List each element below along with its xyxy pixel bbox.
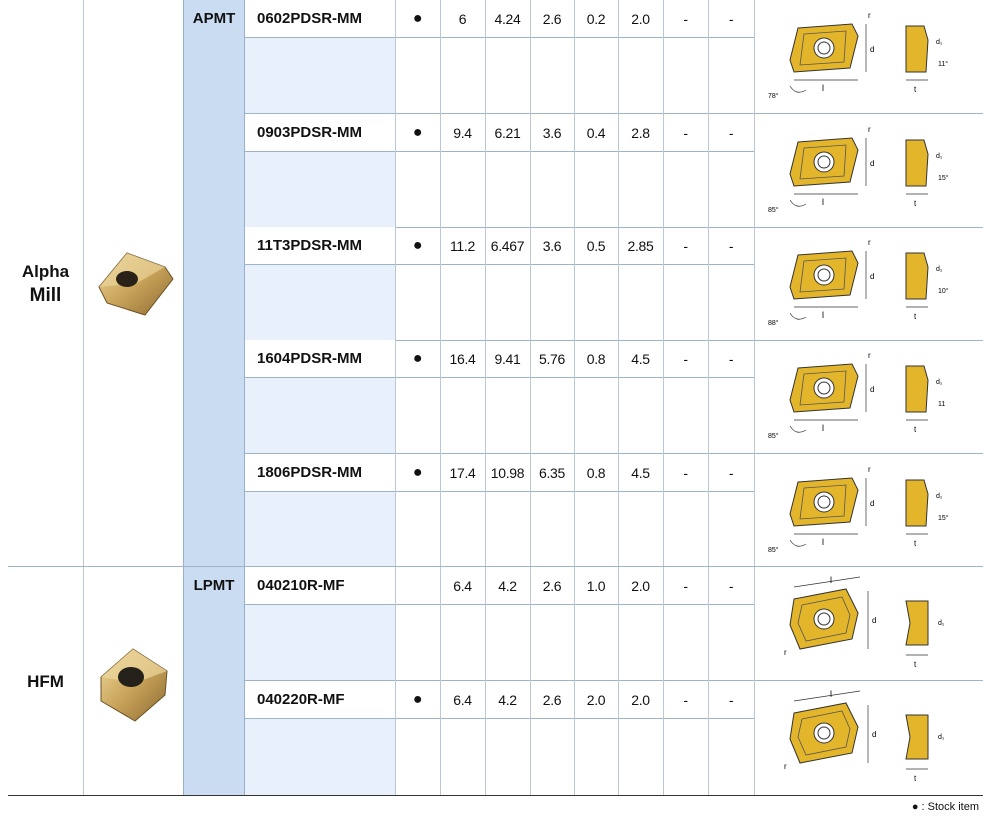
svg-text:t: t [914,539,917,548]
svg-text:r: r [868,351,871,360]
svg-text:10°: 10° [938,288,949,295]
stock-indicator: ● [412,349,423,367]
spec-value: 2.6 [542,691,562,708]
insert-code: 040210R-MF [245,567,395,604]
svg-text:85°: 85° [768,547,779,554]
spec-value: 4.2 [498,577,517,594]
stock-indicator: ● [412,123,423,141]
svg-text:78°: 78° [768,93,779,100]
insert-drawing [760,460,975,560]
insert-code: 1604PDSR-MM [245,340,395,377]
svg-text:d₁: d₁ [938,734,945,741]
spec-value: - [683,691,688,708]
svg-text:d: d [870,385,875,394]
spec-value: - [683,124,688,141]
insert-code: 1806PDSR-MM [245,454,395,491]
spec-value: - [728,691,734,708]
svg-text:d₁: d₁ [936,266,943,273]
insert-code: 040220R-MF [245,681,395,718]
svg-text:11: 11 [938,401,946,408]
series-name [8,0,83,567]
legend-dot: ● [911,801,919,813]
spec-value: 6.4 [453,577,472,594]
svg-text:l: l [822,423,824,433]
spec-value: 11.2 [449,237,475,254]
series-name [8,567,83,796]
insert-type-column [183,0,245,567]
spec-value: 2.0 [586,691,606,708]
spec-value: - [728,124,734,141]
spec-value: 10.98 [490,464,525,481]
spec-value: - [683,350,688,367]
svg-text:t: t [914,199,917,208]
svg-text:l: l [822,537,824,547]
spec-value: 1.0 [586,577,606,594]
svg-text:15°: 15° [938,175,949,182]
svg-text:88°: 88° [768,320,779,327]
series-name-line1: HFM [27,671,64,691]
spec-value: 6.467 [490,237,525,254]
spec-value: 6.21 [494,124,521,141]
spec-value: - [728,10,734,27]
spec-value: - [728,577,734,594]
svg-text:d: d [870,159,875,168]
spec-value: 9.41 [494,350,521,367]
svg-text:l: l [830,575,832,585]
spec-value: 6.4 [453,691,472,708]
spec-value: 2.0 [631,691,650,708]
insert-drawing [760,6,975,106]
svg-text:d: d [872,730,877,739]
spec-value: 2.6 [542,577,562,594]
svg-text:l: l [822,197,824,207]
svg-text:t: t [914,312,917,321]
legend-text: : Stock item [921,801,979,813]
insert-code-blank [245,151,395,228]
spec-value: 4.24 [494,10,521,27]
spec-value: 3.6 [542,237,562,254]
spec-value: - [728,464,734,481]
insert-code-blank [245,604,395,681]
spec-value: 2.0 [631,10,650,27]
insert-code: 11T3PDSR-MM [245,227,395,264]
insert-photo [83,0,183,567]
stock-indicator: ● [412,690,423,708]
insert-drawing [760,233,975,333]
spec-value: - [683,577,688,594]
insert-code-blank [245,718,395,795]
svg-text:d: d [870,45,875,54]
spec-value: 16.4 [449,350,476,367]
stock-legend [912,801,979,813]
svg-text:r: r [868,238,871,247]
svg-text:d₁: d₁ [936,379,943,386]
insert-code: 0903PDSR-MM [245,114,395,151]
stock-indicator: ● [412,463,423,481]
svg-text:15°: 15° [938,515,949,522]
spec-value: 2.6 [542,10,562,27]
svg-text:d: d [870,499,875,508]
spec-value: 4.2 [498,691,517,708]
svg-text:d₁: d₁ [938,620,945,627]
spec-value: - [683,464,688,481]
spec-value: 6.35 [538,464,566,481]
insert-drawing [760,687,975,787]
spec-value: 0.2 [586,10,606,27]
svg-text:t: t [914,85,917,94]
insert-drawing [760,573,975,673]
stock-indicator [395,567,440,604]
svg-text:d: d [872,616,877,625]
insert-code: 0602PDSR-MM [245,0,395,37]
insert-type-column [183,567,245,796]
spec-value: 0.5 [586,237,606,254]
svg-text:l: l [822,83,824,93]
series-name-line2: Mill [29,284,62,306]
insert-code-blank [245,264,395,341]
insert-code-blank [245,491,395,568]
spec-value: 2.8 [631,124,650,141]
spec-value: 9.4 [453,124,472,141]
spec-value: 2.0 [631,577,650,594]
svg-text:11°: 11° [938,61,949,68]
spec-value: 0.4 [586,124,606,141]
spec-value: 4.5 [631,350,650,367]
svg-text:l: l [822,310,824,320]
insert-code-blank [245,377,395,454]
spec-value: 3.6 [542,124,562,141]
svg-text:85°: 85° [768,433,779,440]
spec-value: - [683,237,688,254]
spec-value: 4.5 [631,464,650,481]
svg-text:d: d [870,272,875,281]
spec-value: 0.8 [586,350,606,367]
spec-value: - [728,350,734,367]
insert-drawing [760,120,975,220]
svg-text:r: r [784,648,787,657]
insert-code-blank [245,37,395,114]
svg-text:t: t [914,774,917,783]
spec-value: 5.76 [538,350,566,367]
svg-text:r: r [868,11,871,20]
spec-value: - [683,10,688,27]
spec-value: 2.85 [627,237,654,254]
svg-text:d₁: d₁ [936,39,943,46]
svg-text:85°: 85° [768,207,779,214]
stock-indicator: ● [412,236,423,254]
svg-text:t: t [914,425,917,434]
insert-drawing [760,346,975,446]
svg-text:r: r [784,762,787,771]
svg-text:r: r [868,465,871,474]
insert-type: APMT [192,10,236,27]
svg-text:t: t [914,660,917,669]
svg-text:d₁: d₁ [936,153,943,160]
spec-value: 0.8 [586,464,606,481]
svg-text:d₁: d₁ [936,493,943,500]
series-name-line1: Alpha [21,261,70,281]
spec-value: 17.4 [449,464,476,481]
stock-indicator: ● [412,9,423,27]
svg-text:l: l [830,689,832,699]
insert-type: LPMT [193,577,235,594]
spec-value: 6 [458,10,467,27]
insert-photo [83,567,183,796]
svg-text:r: r [868,125,871,134]
spec-value: - [728,237,734,254]
